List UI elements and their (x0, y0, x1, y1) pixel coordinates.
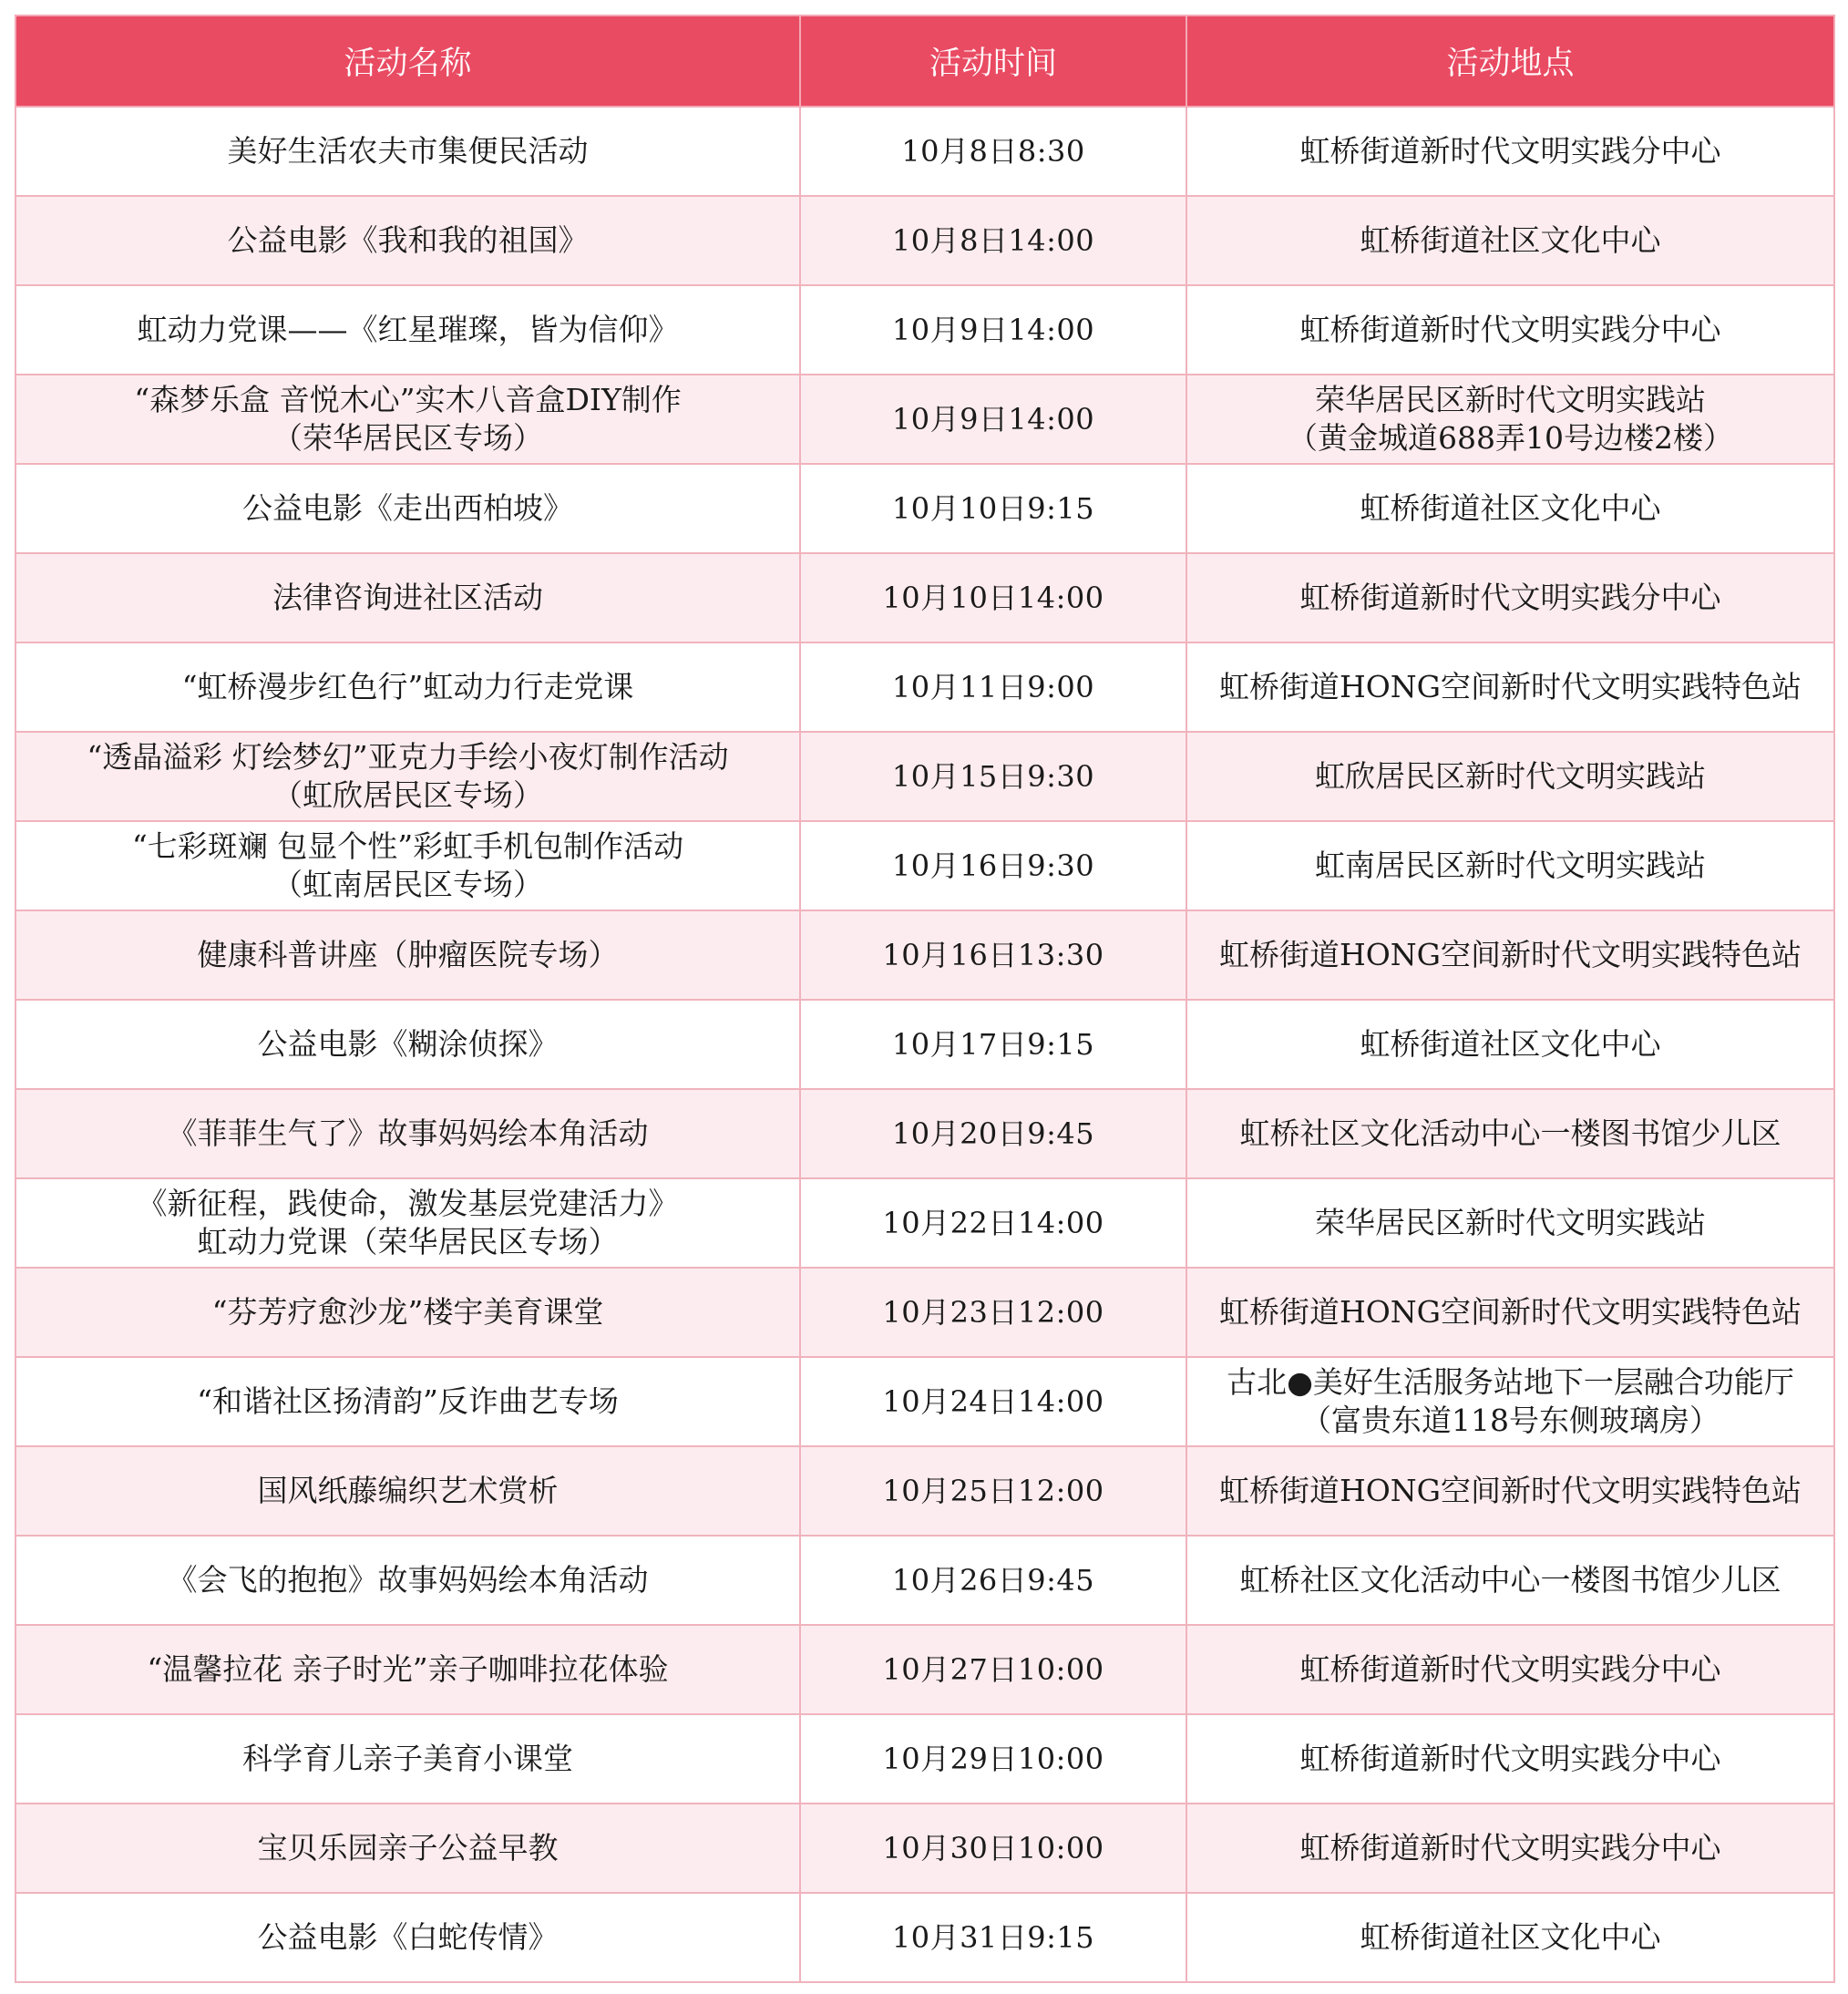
activity-name-cell: 虹动力党课——《红星璀璨，皆为信仰》 (15, 285, 800, 375)
table-row (15, 910, 1834, 1000)
activity-place-cell: 虹桥社区文化活动中心一楼图书馆少儿区 (1186, 1089, 1834, 1178)
table-row (15, 1178, 1834, 1268)
activity-name-cell: “透晶溢彩 灯绘梦幻”亚克力手绘小夜灯制作活动 （虹欣居民区专场） (15, 732, 800, 821)
activity-time-cell: 10月26日9:45 (800, 1536, 1186, 1625)
activity-name-cell: 法律咨询进社区活动 (15, 553, 800, 642)
activity-name-cell: 公益电影《我和我的祖国》 (15, 196, 800, 285)
activity-name-cell: “森梦乐盒 音悦木心”实木八音盒DIY制作 （荣华居民区专场） (15, 375, 800, 464)
activity-place-cell: 虹桥街道新时代文明实践分中心 (1186, 1625, 1834, 1714)
activity-time-cell: 10月20日9:45 (800, 1089, 1186, 1178)
activity-name-cell: 公益电影《白蛇传情》 (15, 1893, 800, 1982)
activity-place-cell: 虹桥街道社区文化中心 (1186, 196, 1834, 285)
activity-place-cell: 虹桥街道新时代文明实践分中心 (1186, 553, 1834, 642)
table-row (15, 642, 1834, 732)
table-row (15, 375, 1834, 464)
activity-schedule (15, 15, 1833, 1983)
activity-time-cell: 10月23日12:00 (800, 1268, 1186, 1357)
activity-place-cell: 虹欣居民区新时代文明实践站 (1186, 732, 1834, 821)
activity-time-cell: 10月24日14:00 (800, 1357, 1186, 1446)
activity-time-cell: 10月10日9:15 (800, 464, 1186, 553)
table-row (15, 1446, 1834, 1536)
table-row (15, 1268, 1834, 1357)
activity-name-cell: 《新征程，践使命，激发基层党建活力》 虹动力党课（荣华居民区专场） (15, 1178, 800, 1268)
table-row (15, 1625, 1834, 1714)
activity-time-cell: 10月9日14:00 (800, 285, 1186, 375)
table-row (15, 285, 1834, 375)
activity-place-cell: 虹桥街道HONG空间新时代文明实践特色站 (1186, 642, 1834, 732)
activity-time-cell: 10月9日14:00 (800, 375, 1186, 464)
table-row (15, 1000, 1834, 1089)
table-row (15, 1536, 1834, 1625)
activity-time-cell: 10月16日13:30 (800, 910, 1186, 1000)
activity-place-cell: 古北●美好生活服务站地下一层融合功能厅 （富贵东道118号东侧玻璃房） (1186, 1357, 1834, 1446)
activity-place-cell: 虹南居民区新时代文明实践站 (1186, 821, 1834, 910)
table-row (15, 1357, 1834, 1446)
activity-time-cell: 10月29日10:00 (800, 1714, 1186, 1804)
activity-name-cell: 健康科普讲座（肿瘤医院专场） (15, 910, 800, 1000)
table-row (15, 821, 1834, 910)
activity-time-cell: 10月11日9:00 (800, 642, 1186, 732)
header-activity-name: 活动名称 (15, 15, 800, 107)
activity-name-cell: 《菲菲生气了》故事妈妈绘本角活动 (15, 1089, 800, 1178)
activity-name-cell: 科学育儿亲子美育小课堂 (15, 1714, 800, 1804)
table-row (15, 1089, 1834, 1178)
table-row (15, 1804, 1834, 1893)
activity-time-cell: 10月8日14:00 (800, 196, 1186, 285)
activity-name-cell: “芬芳疗愈沙龙”楼宇美育课堂 (15, 1268, 800, 1357)
activity-name-cell: “温馨拉花 亲子时光”亲子咖啡拉花体验 (15, 1625, 800, 1714)
activity-place-cell: 虹桥街道新时代文明实践分中心 (1186, 107, 1834, 196)
activity-name-cell: 宝贝乐园亲子公益早教 (15, 1804, 800, 1893)
activity-name-cell: 国风纸藤编织艺术赏析 (15, 1446, 800, 1536)
activity-place-cell: 荣华居民区新时代文明实践站 (1186, 1178, 1834, 1268)
activity-time-cell: 10月27日10:00 (800, 1625, 1186, 1714)
header-row (15, 15, 1834, 107)
activity-place-cell: 荣华居民区新时代文明实践站 （黄金城道688弄10号边楼2楼） (1186, 375, 1834, 464)
table-row (15, 553, 1834, 642)
activity-place-cell: 虹桥街道社区文化中心 (1186, 1000, 1834, 1089)
table-body (15, 107, 1834, 1982)
activity-name-cell: “和谐社区扬清韵”反诈曲艺专场 (15, 1357, 800, 1446)
activity-place-cell: 虹桥街道HONG空间新时代文明实践特色站 (1186, 1268, 1834, 1357)
activity-name-cell: 公益电影《糊涂侦探》 (15, 1000, 800, 1089)
activity-name-cell: “虹桥漫步红色行”虹动力行走党课 (15, 642, 800, 732)
activity-name-cell: 美好生活农夫市集便民活动 (15, 107, 800, 196)
activity-place-cell: 虹桥街道新时代文明实践分中心 (1186, 1804, 1834, 1893)
activity-place-cell: 虹桥街道新时代文明实践分中心 (1186, 1714, 1834, 1804)
activity-name-cell: 公益电影《走出西柏坡》 (15, 464, 800, 553)
table-row (15, 732, 1834, 821)
header-activity-place: 活动地点 (1186, 15, 1834, 107)
activity-time-cell: 10月15日9:30 (800, 732, 1186, 821)
table-row (15, 1714, 1834, 1804)
table-row (15, 464, 1834, 553)
activity-time-cell: 10月30日10:00 (800, 1804, 1186, 1893)
activity-time-cell: 10月22日14:00 (800, 1178, 1186, 1268)
table-row (15, 1893, 1834, 1982)
activity-place-cell: 虹桥街道HONG空间新时代文明实践特色站 (1186, 910, 1834, 1000)
activity-place-cell: 虹桥街道HONG空间新时代文明实践特色站 (1186, 1446, 1834, 1536)
table-row (15, 196, 1834, 285)
header-activity-time: 活动时间 (800, 15, 1186, 107)
activity-name-cell: “七彩斑斓 包显个性”彩虹手机包制作活动 （虹南居民区专场） (15, 821, 800, 910)
schedule-table (15, 15, 1835, 1983)
activity-place-cell: 虹桥街道新时代文明实践分中心 (1186, 285, 1834, 375)
activity-time-cell: 10月25日12:00 (800, 1446, 1186, 1536)
table-header (15, 15, 1834, 107)
activity-time-cell: 10月17日9:15 (800, 1000, 1186, 1089)
activity-time-cell: 10月31日9:15 (800, 1893, 1186, 1982)
activity-place-cell: 虹桥社区文化活动中心一楼图书馆少儿区 (1186, 1536, 1834, 1625)
activity-time-cell: 10月10日14:00 (800, 553, 1186, 642)
activity-name-cell: 《会飞的抱抱》故事妈妈绘本角活动 (15, 1536, 800, 1625)
table-row (15, 107, 1834, 196)
activity-time-cell: 10月8日8:30 (800, 107, 1186, 196)
activity-time-cell: 10月16日9:30 (800, 821, 1186, 910)
activity-place-cell: 虹桥街道社区文化中心 (1186, 464, 1834, 553)
activity-place-cell: 虹桥街道社区文化中心 (1186, 1893, 1834, 1982)
